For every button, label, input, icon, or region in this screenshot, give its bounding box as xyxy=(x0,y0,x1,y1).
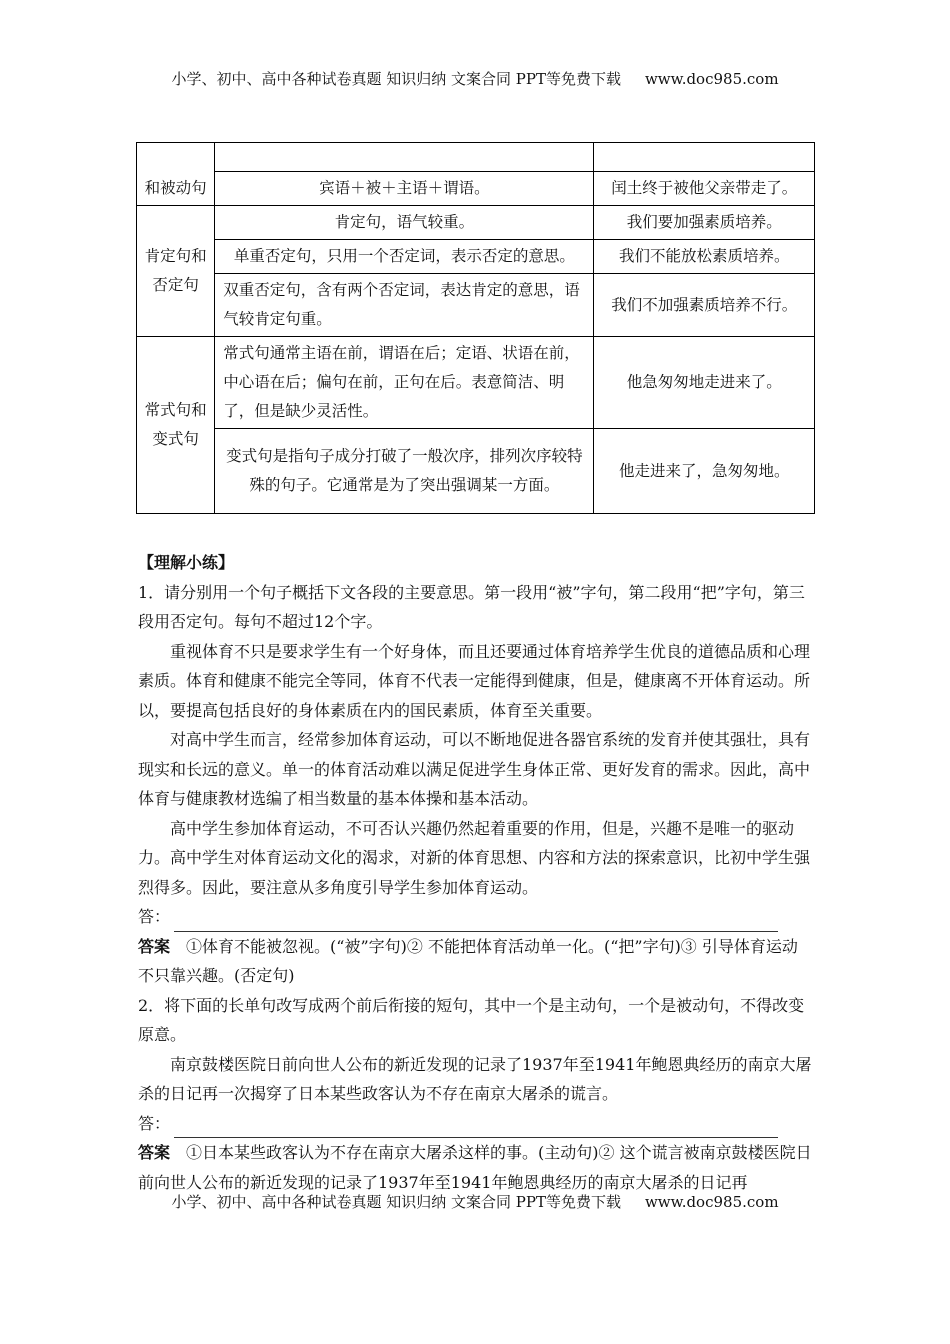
answer-blank[interactable] xyxy=(174,1120,778,1138)
desc-cell xyxy=(215,143,594,172)
table-row xyxy=(137,337,815,429)
question-2: 2．将下面的长单句改写成两个前后衔接的短句，其中一个是主动句，一个是被动句，不得改变原意。 xyxy=(138,995,805,1044)
passage-paragraph: 南京鼓楼医院日前向世人公布的新近发现的记录了1937年至1941年鲍恩典经历的南京大屠杀的日记再一次揭穿了日本某些政客认为不存在南京大屠杀的谎言。 xyxy=(138,1054,812,1103)
answer-2 xyxy=(138,1138,812,1197)
category-cell: 肯定句和否定句 xyxy=(137,206,215,337)
header-text: 小学、初中、高中各种试卷真题 知识归纳 文案合同 PPT等免费下载 xyxy=(171,70,621,88)
desc-cell: 变式句是指句子成分打破了一般次序，排列次序较特殊的句子。它通常是为了突出强调某一方面。 xyxy=(215,429,594,514)
answer-line xyxy=(138,1109,812,1139)
table-row xyxy=(137,240,815,274)
passage-paragraph: 高中学生参加体育运动，不可否认兴趣仍然起着重要的作用，但是，兴趣不是唯一的驱动力。高中学生对体育运动文化的渴求，对新的体育思想、内容和方法的探索意识，比初中学生强烈得多。因此，要注意从多角度引导学生参加体育运动。 xyxy=(138,818,811,897)
desc-cell: 宾语＋被＋主语＋谓语。 xyxy=(215,172,594,206)
answer-label: 答案 xyxy=(138,936,171,956)
sentence-type-table xyxy=(136,142,815,514)
answer-1 xyxy=(138,932,812,991)
answer-label: 答案 xyxy=(138,1143,171,1162)
desc-cell: 常式句通常主语在前，谓语在后；定语、状语在前，中心语在后；偏句在前，正句在后。表意简洁、明了，但是缺少灵活性。 xyxy=(215,337,594,429)
question-1: 1．请分别用一个句子概括下文各段的主要意思。第一段用“被”字句，第二段用“把”字句，第三段用否定句。每句不超过12个字。 xyxy=(138,582,805,631)
example-cell: 他急匆匆地走进来了。 xyxy=(594,337,815,429)
footer-url: www.doc985.com xyxy=(644,1193,779,1211)
example-cell: 我们不能放松素质培养。 xyxy=(594,240,815,274)
table-row xyxy=(137,429,815,514)
passage-paragraph: 重视体育不只是要求学生有一个好身体，而且还要通过体育培养学生优良的道德品质和心理素质。体育和健康不能完全等同，体育不代表一定能得到健康，但是，健康离不开体育运动。所以，要提高包括良好的身体素质在内的国民素质，体育至关重要。 xyxy=(138,641,811,720)
header-url: www.doc985.com xyxy=(644,70,779,88)
example-cell: 闰土终于被他父亲带走了。 xyxy=(594,172,815,206)
desc-cell: 双重否定句，含有两个否定词，表达肯定的意思，语气较肯定句重。 xyxy=(215,274,594,337)
exercise-section xyxy=(138,548,812,1197)
desc-cell: 单重否定句，只用一个否定词，表示否定的意思。 xyxy=(215,240,594,274)
table-row xyxy=(137,143,815,172)
example-cell: 我们不加强素质培养不行。 xyxy=(594,274,815,337)
example-cell xyxy=(594,143,815,172)
category-cell: 和被动句 xyxy=(137,143,215,206)
answer-text: ①日本某些政客认为不存在南京大屠杀这样的事。(主动句)② 这个谎言被南京鼓楼医院日前向世人公布的新近发现的记录了1937年至1941年鲍恩典经历的南京大屠杀的日记再 xyxy=(138,1143,812,1192)
section-title: 【理解小练】 xyxy=(138,553,235,572)
answer-prompt: 答： xyxy=(138,1113,171,1133)
table-row xyxy=(137,206,815,240)
desc-cell: 肯定句，语气较重。 xyxy=(215,206,594,240)
footer-text: 小学、初中、高中各种试卷真题 知识归纳 文案合同 PPT等免费下载 xyxy=(171,1193,621,1211)
table-row xyxy=(137,274,815,337)
answer-text: ①体育不能被忽视。(“被”字句)② 不能把体育活动单一化。(“把”字句)③ 引导体育运动不只靠兴趣。(否定句) xyxy=(138,936,798,985)
example-cell: 他走进来了，急匆匆地。 xyxy=(594,429,815,514)
answer-line xyxy=(138,902,812,932)
table-row xyxy=(137,172,815,206)
answer-blank[interactable] xyxy=(174,914,778,932)
passage-paragraph: 对高中学生而言，经常参加体育运动，可以不断地促进各器官系统的发育并使其强壮，具有现实和长远的意义。单一的体育活动难以满足促进学生身体正常、更好发育的需求。因此，高中体育与健康教材选编了相当数量的基本体操和基本活动。 xyxy=(138,730,811,808)
answer-prompt: 答： xyxy=(138,907,171,926)
page-footer xyxy=(0,1191,950,1212)
category-cell: 常式句和变式句 xyxy=(137,337,215,514)
page-header xyxy=(0,68,950,89)
example-cell: 我们要加强素质培养。 xyxy=(594,206,815,240)
